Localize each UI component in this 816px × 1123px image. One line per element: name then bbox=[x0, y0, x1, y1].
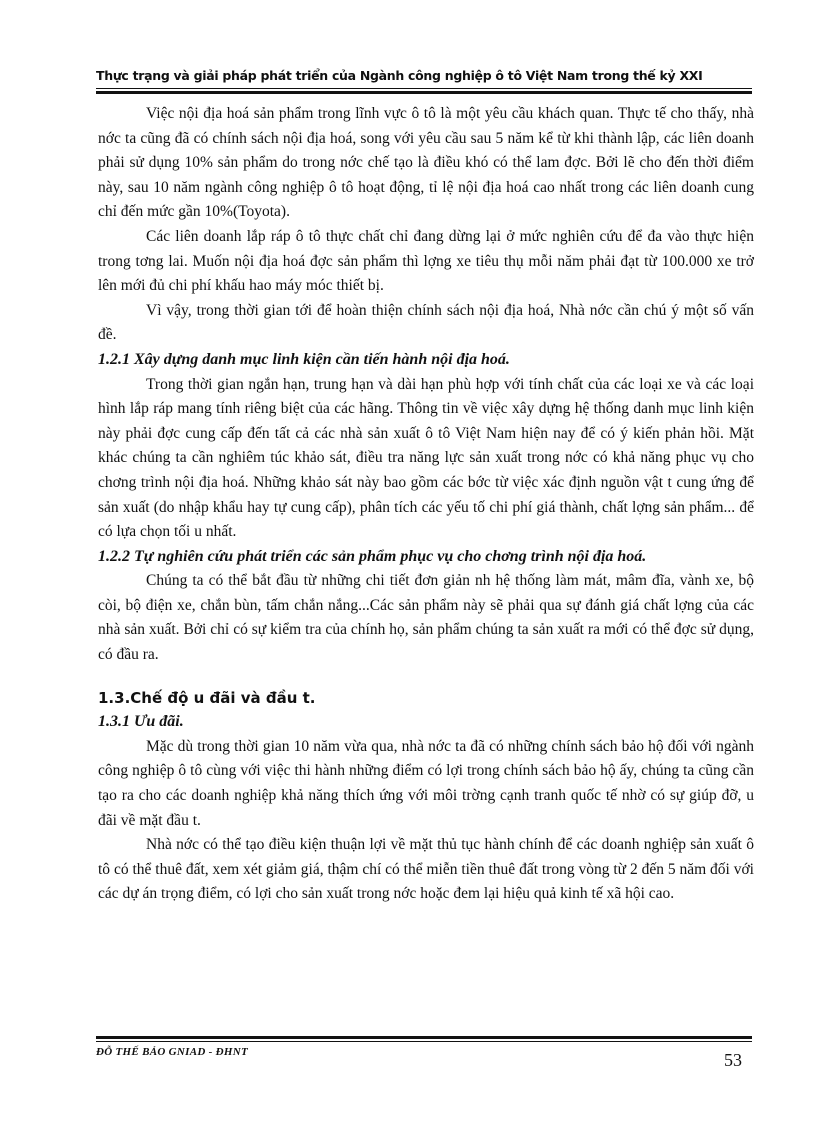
subsection-heading-1-3-1: 1.3.1 Ưu đãi. bbox=[98, 713, 184, 731]
paragraph: Trong thời gian ngắn hạn, trung hạn và dài hạn phù hợp với tính chất của các loại xe và các loại hình lắp ráp mang tính riêng biệt của các hãng. Thông tin về việc xây dựng hệ thống danh mục linh kiện này phải đợc cung cấp đến tất cả các nhà sản xuất ô tô Việt Nam hiện nay để có ý kiến phản hồi. Mặt khác chúng ta cần nghiêm túc khảo sát, điều tra năng lực sản xuất trong nớc có khả năng phục vụ cho chơng trình nội địa hoá. Những khảo sát này bao gồm các bớc từ việc xác định nguồn vật t cung ứng để sản xuất (do nhập khẩu hay tự cung cấp), phân tích các yếu tố chi phí giá thành, chất lợng sản phẩm... để có lựa chọn tối u nhất. bbox=[98, 375, 754, 541]
footer-rule-thick bbox=[96, 1036, 752, 1039]
section-heading-1-3: 1.3.Chế độ u đãi và đầu t. bbox=[98, 688, 316, 707]
header-rule-thin bbox=[96, 88, 752, 89]
running-header: Thực trạng và giải pháp phát triển của Ngành công nghiệp ô tô Việt Nam trong thế kỷ XXI bbox=[96, 68, 703, 83]
subsection-heading-1-2-2: 1.2.2 Tự nghiên cứu phát triển các sản phẩm phục vụ cho chơng trình nội địa hoá. bbox=[98, 547, 647, 565]
paragraph: Mặc dù trong thời gian 10 năm vừa qua, nhà nớc ta đã có những chính sách bảo hộ đối với ngành công nghiệp ô tô cùng với việc thi hành những điểm có lợi trong chính sách bảo hộ ấy, chúng ta cũng cần tạo ra cho các doanh nghiệp khả năng thích ứng với môi trờng cạnh tranh quốc tế nhờ có sự giúp đỡ, u đãi về mặt đầu t. bbox=[98, 737, 754, 829]
footer-rule-thin bbox=[96, 1041, 752, 1042]
paragraph: Việc nội địa hoá sản phẩm trong lĩnh vực ô tô là một yêu cầu khách quan. Thực tế cho thấy, nhà nớc ta cũng đã có chính sách nội địa hoá, song với yêu cầu sau 5 năm kể từ khi thành lập, các liên doanh phải sử dụng 10% sản phẩm do trong nớc chế tạo là điều khó có thể lam đợc. Bởi lẽ cho đến thời điểm này, sau 10 năm ngành công nghiệp ô tô hoạt động, tỉ lệ nội địa hoá cao nhất trong các liên doanh cung chỉ đến mức gần 10%(Toyota). bbox=[98, 105, 754, 221]
subsection-heading-1-2-1: 1.2.1 Xây dựng danh mục linh kiện cần tiến hành nội địa hoá. bbox=[98, 350, 510, 368]
page-body bbox=[98, 102, 754, 907]
paragraph: Nhà nớc có thể tạo điều kiện thuận lợi về mặt thủ tục hành chính để các doanh nghiệp sản xuất ô tô có thể thuê đất, xem xét giảm giá, thậm chí có thể miễn tiền thuê đất trong vòng từ 2 đến 5 năm đối với các dự án trọng điểm, có lợi cho sản xuất trong nớc hoặc đem lại hiệu quả kinh tế xã hội cao. bbox=[98, 836, 754, 903]
page-number: 53 bbox=[724, 1050, 742, 1070]
header-rule-thick bbox=[96, 91, 752, 94]
paragraph: Vì vậy, trong thời gian tới để hoàn thiện chính sách nội địa hoá, Nhà nớc cần chú ý một số vấn đề. bbox=[98, 301, 754, 344]
paragraph: Chúng ta có thể bắt đầu từ những chi tiết đơn giản nh hệ thống làm mát, mâm đĩa, vành xe, bộ còi, bộ điện xe, chắn bùn, tấm chắn nắng...Các sản phẩm này sẽ phải qua sự đánh giá chất lợng của các nhà sản xuất. Bởi chỉ có sự kiểm tra của chính họ, sản phẩm chúng ta sản xuất ra mới có thể đợc sử dụng, có đầu ra. bbox=[98, 572, 754, 664]
footer-author: ĐỖ THẾ BẢO GNIAD - ĐHNT bbox=[96, 1046, 249, 1058]
paragraph: Các liên doanh lắp ráp ô tô thực chất chỉ đang dừng lại ở mức nghiên cứu để đa vào thực hiện trong tơng lai. Muốn nội địa hoá đợc sản phẩm thì lợng xe tiêu thụ mỗi năm phải đạt từ 100.000 xe trở lên mới đủ chi phí khấu hao máy móc thiết bị. bbox=[98, 227, 754, 295]
